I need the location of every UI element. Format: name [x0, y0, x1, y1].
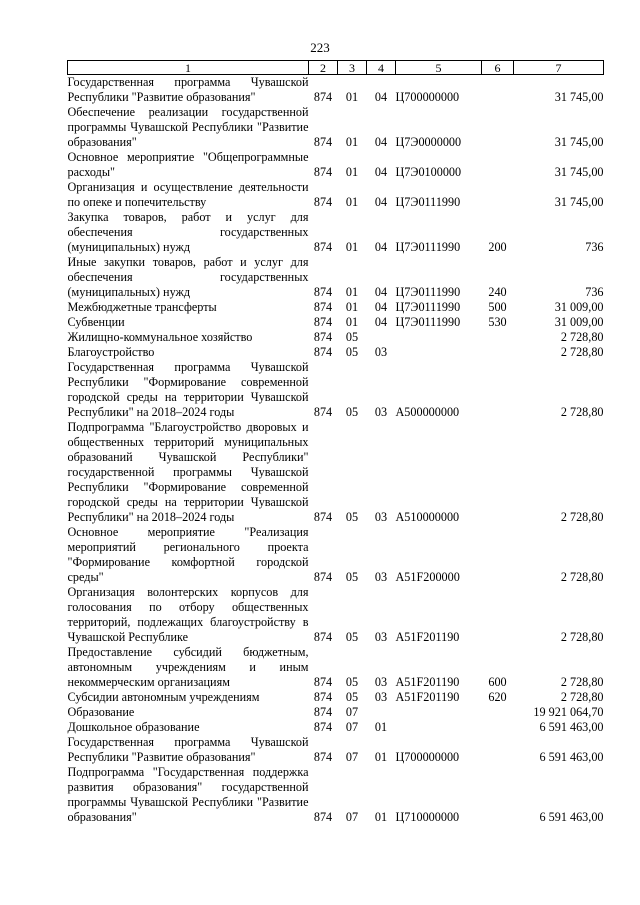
row-target-article	[396, 720, 482, 735]
row-target-article: Ц710000000	[395, 810, 460, 824]
row-expense-type	[482, 735, 514, 765]
row-target-article	[396, 330, 482, 345]
row-subsection: 03	[374, 690, 388, 704]
row-subsection: 04	[374, 90, 388, 104]
row-section: 05	[345, 345, 359, 359]
row-subsection: 04	[374, 165, 388, 179]
column-header: 5	[396, 61, 482, 75]
row-name: Предоставление субсидий бюджетным, автономным учреждениям и иным некоммерческим организациям	[67, 645, 309, 689]
row-amount: 6 591 463,00	[539, 750, 604, 764]
row-amount: 2 728,80	[560, 330, 604, 344]
row-target-article: A51F201190	[395, 675, 460, 689]
row-admin-code: 874	[313, 135, 333, 149]
row-subsection	[367, 330, 396, 345]
row-subsection: 03	[374, 405, 388, 419]
row-amount: 31 745,00	[554, 195, 604, 209]
table-row	[68, 330, 604, 345]
row-name: Субсидии автономным учреждениям	[67, 690, 260, 704]
row-expense-type	[482, 720, 514, 735]
row-admin-code: 874	[313, 690, 333, 704]
row-target-article: Ц700000000	[395, 90, 460, 104]
row-name: Государственная программа Чувашской Республики "Развитие образования"	[67, 735, 309, 764]
row-admin-code: 874	[313, 675, 333, 689]
row-admin-code: 874	[313, 405, 333, 419]
row-admin-code: 874	[313, 285, 333, 299]
page-number: 223	[310, 40, 330, 55]
row-subsection: 03	[374, 345, 388, 359]
row-admin-code: 874	[313, 300, 333, 314]
row-name: Дошкольное образование	[67, 720, 200, 734]
row-section: 01	[345, 240, 359, 254]
row-name: Основное мероприятие "Общепрограммные расходы"	[67, 150, 309, 179]
table-row	[68, 300, 604, 315]
row-admin-code: 874	[313, 315, 333, 329]
row-name: Субвенции	[67, 315, 125, 329]
row-section: 05	[345, 510, 359, 524]
row-subsection: 04	[374, 300, 388, 314]
row-subsection: 01	[374, 810, 388, 824]
row-amount: 2 728,80	[560, 675, 604, 689]
row-subsection: 03	[374, 630, 388, 644]
table-row	[68, 255, 604, 300]
row-target-article: Ц7Э0100000	[395, 165, 462, 179]
row-target-article	[396, 345, 482, 360]
row-expense-type	[482, 330, 514, 345]
row-target-article: A500000000	[395, 405, 460, 419]
row-section: 05	[345, 570, 359, 584]
row-expense-type	[482, 360, 514, 420]
column-header: 1	[68, 61, 309, 75]
row-subsection: 04	[374, 195, 388, 209]
row-amount: 736	[585, 285, 604, 299]
column-header: 3	[338, 61, 367, 75]
row-section: 07	[345, 750, 359, 764]
row-expense-type: 600	[488, 675, 507, 689]
row-admin-code: 874	[313, 570, 333, 584]
row-subsection: 04	[374, 315, 388, 329]
row-amount: 2 728,80	[560, 345, 604, 359]
table-row	[68, 645, 604, 690]
row-expense-type	[482, 420, 514, 525]
row-section: 01	[345, 165, 359, 179]
table-row	[68, 720, 604, 735]
row-section: 07	[345, 810, 359, 824]
row-target-article: A51F201190	[395, 630, 460, 644]
table-row	[68, 345, 604, 360]
table-row	[68, 360, 604, 420]
row-admin-code: 874	[313, 165, 333, 179]
row-expense-type: 200	[488, 240, 507, 254]
row-subsection: 01	[374, 720, 388, 734]
row-admin-code: 874	[313, 720, 333, 734]
table-row	[68, 735, 604, 765]
table-row	[68, 180, 604, 210]
row-expense-type: 530	[488, 315, 507, 329]
row-expense-type	[482, 705, 514, 720]
row-target-article: Ц7Э0000000	[395, 135, 462, 149]
row-admin-code: 874	[313, 345, 333, 359]
row-section: 01	[345, 90, 359, 104]
row-expense-type: 500	[488, 300, 507, 314]
row-admin-code: 874	[313, 750, 333, 764]
row-amount: 31 745,00	[554, 165, 604, 179]
row-amount: 31 009,00	[554, 300, 604, 314]
row-name: Иные закупки товаров, работ и услуг для обеспечения государственных (муниципальных) нужд	[67, 255, 309, 299]
table-row	[68, 525, 604, 585]
row-subsection: 03	[374, 510, 388, 524]
row-expense-type	[482, 765, 514, 825]
row-expense-type	[482, 75, 514, 106]
row-expense-type	[482, 525, 514, 585]
row-amount: 2 728,80	[560, 570, 604, 584]
row-section: 05	[345, 675, 359, 689]
row-expense-type	[482, 150, 514, 180]
row-target-article: A51F201190	[395, 690, 460, 704]
table-row	[68, 105, 604, 150]
row-amount: 6 591 463,00	[539, 720, 604, 734]
table-row	[68, 585, 604, 645]
row-admin-code: 874	[313, 330, 333, 344]
row-name: Межбюджетные трансферты	[67, 300, 217, 314]
table-row	[68, 765, 604, 825]
column-header: 4	[367, 61, 396, 75]
row-admin-code: 874	[313, 240, 333, 254]
row-amount: 6 591 463,00	[539, 810, 604, 824]
row-amount: 31 745,00	[554, 90, 604, 104]
row-subsection: 04	[374, 285, 388, 299]
row-subsection: 03	[374, 675, 388, 689]
row-subsection: 01	[374, 750, 388, 764]
row-subsection: 04	[374, 135, 388, 149]
table-row	[68, 420, 604, 525]
row-section: 07	[345, 720, 359, 734]
table-row	[68, 210, 604, 255]
row-admin-code: 874	[313, 630, 333, 644]
row-expense-type	[482, 585, 514, 645]
row-target-article: A510000000	[395, 510, 460, 524]
row-section: 01	[345, 285, 359, 299]
row-amount: 2 728,80	[560, 630, 604, 644]
row-admin-code: 874	[313, 195, 333, 209]
row-amount: 19 921 064,70	[533, 705, 604, 719]
budget-table	[67, 60, 604, 825]
row-name: Государственная программа Чувашской Республики "Развитие образования"	[67, 75, 309, 104]
row-target-article: Ц7Э0111990	[395, 285, 461, 299]
table-row	[68, 690, 604, 705]
row-expense-type	[482, 345, 514, 360]
row-name: Организация волонтерских корпусов для голосования по отбору общественных территорий, подлежащих благоустройству в Чувашской Республике	[67, 585, 309, 644]
row-name: Государственная программа Чувашской Республики "Формирование современной городской среды на территории Чувашской Республики" на 2018–2024 годы	[67, 360, 309, 419]
row-target-article: Ц7Э0111990	[395, 240, 461, 254]
row-amount: 2 728,80	[560, 510, 604, 524]
row-subsection: 04	[374, 240, 388, 254]
row-name: Жилищно-коммунальное хозяйство	[67, 330, 253, 344]
row-section: 07	[345, 705, 359, 719]
row-section: 05	[345, 405, 359, 419]
row-expense-type	[482, 180, 514, 210]
row-amount: 31 009,00	[554, 315, 604, 329]
row-name: Основное мероприятие "Реализация мероприятий регионального проекта "Формирование комфортной городской среды"	[67, 525, 309, 584]
row-name: Организация и осуществление деятельности по опеке и попечительству	[67, 180, 309, 209]
row-target-article: Ц7Э0111990	[395, 315, 461, 329]
row-section: 01	[345, 315, 359, 329]
row-expense-type	[482, 105, 514, 150]
row-target-article: Ц7Э0111990	[395, 300, 461, 314]
row-section: 05	[345, 690, 359, 704]
row-expense-type: 620	[488, 690, 507, 704]
row-subsection: 03	[374, 570, 388, 584]
row-target-article: Ц700000000	[395, 750, 460, 764]
row-amount: 31 745,00	[554, 135, 604, 149]
row-name: Обеспечение реализации государственной программы Чувашской Республики "Развитие образования"	[67, 105, 309, 149]
row-target-article: Ц7Э0111990	[395, 195, 461, 209]
row-amount: 736	[585, 240, 604, 254]
row-section: 05	[345, 630, 359, 644]
row-admin-code: 874	[313, 705, 333, 719]
table-row	[68, 315, 604, 330]
table-header-row	[68, 61, 604, 75]
row-section: 01	[345, 300, 359, 314]
table-row	[68, 150, 604, 180]
row-target-article: A51F200000	[395, 570, 460, 584]
row-target-article	[396, 705, 482, 720]
row-amount: 2 728,80	[560, 690, 604, 704]
row-expense-type: 240	[488, 285, 507, 299]
row-amount: 2 728,80	[560, 405, 604, 419]
row-name: Образование	[67, 705, 135, 719]
row-section: 05	[345, 330, 359, 344]
row-name: Подпрограмма "Государственная поддержка развития образования" государственной программы Чувашской Республики "Развитие образования"	[67, 765, 309, 824]
row-name: Закупка товаров, работ и услуг для обеспечения государственных (муниципальных) нужд	[67, 210, 309, 254]
row-admin-code: 874	[313, 510, 333, 524]
table-row	[68, 75, 604, 106]
column-header: 6	[482, 61, 514, 75]
row-section: 01	[345, 195, 359, 209]
row-name: Благоустройство	[67, 345, 155, 359]
column-header: 7	[514, 61, 604, 75]
column-header: 2	[309, 61, 338, 75]
row-admin-code: 874	[313, 810, 333, 824]
table-row	[68, 705, 604, 720]
row-admin-code: 874	[313, 90, 333, 104]
row-section: 01	[345, 135, 359, 149]
row-name: Подпрограмма "Благоустройство дворовых и общественных территорий муниципальных образований Чувашской Республики" государственной программы Чувашской Республики "Формирование современной городской среды на территории Чувашской Республики" на 2018–2024 годы	[67, 420, 309, 524]
row-subsection	[367, 705, 396, 720]
